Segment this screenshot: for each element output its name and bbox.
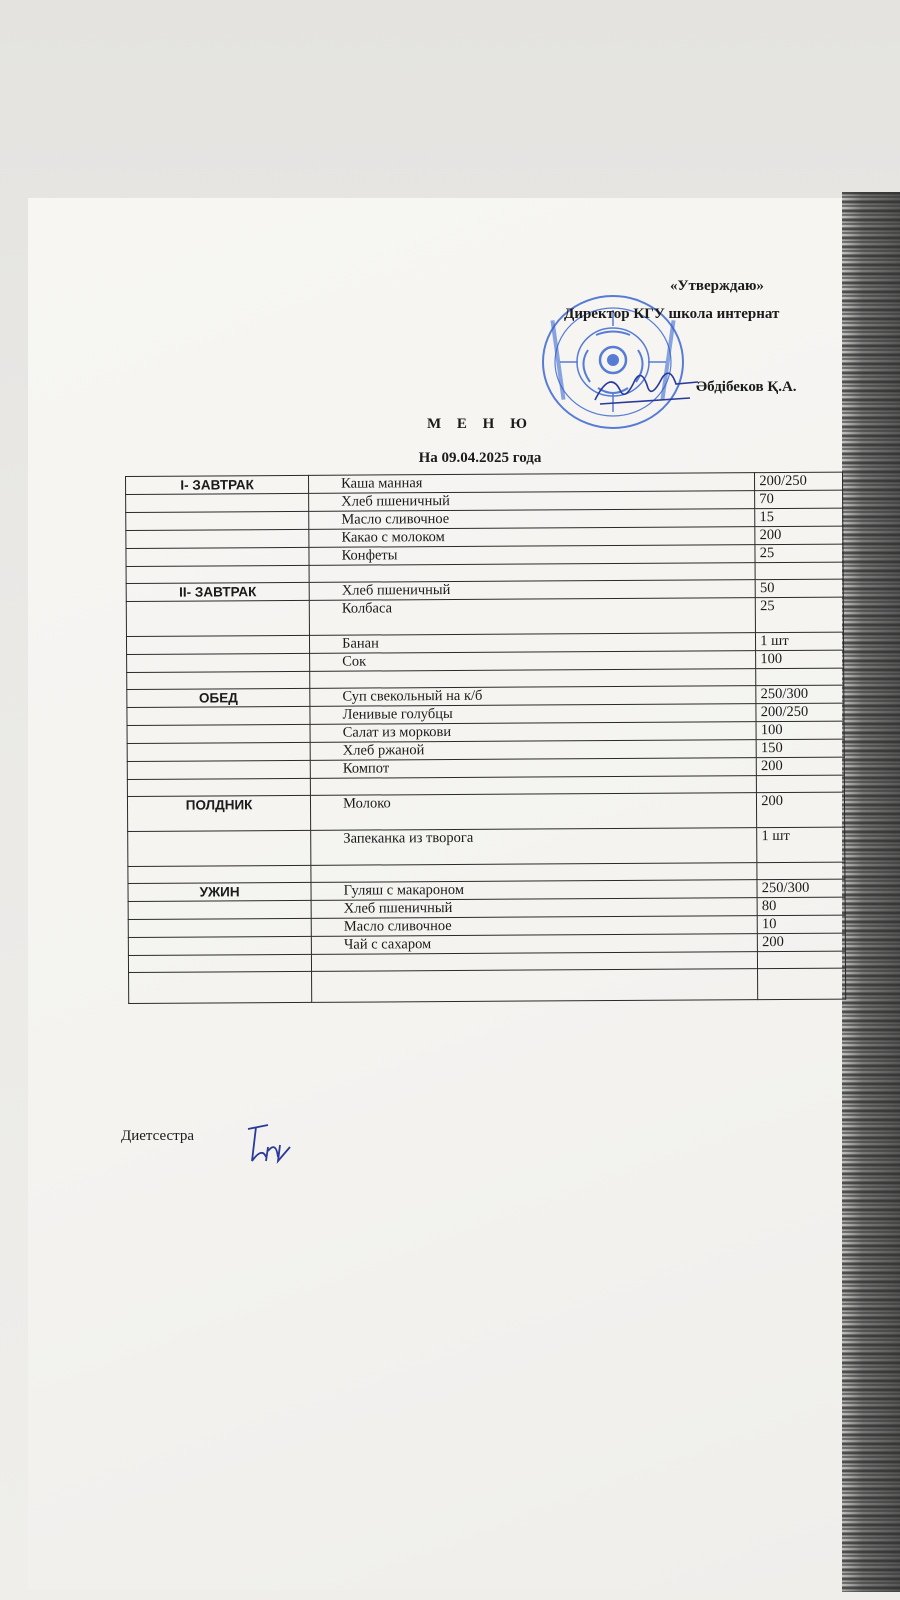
qty-cell: 200/250 <box>756 703 844 722</box>
menu-row <box>127 792 844 831</box>
menu-table <box>125 472 846 1004</box>
dish-cell: Суп свекольный на к/б <box>310 686 756 707</box>
dish-cell: Хлеб ржаной <box>310 740 756 761</box>
qty-cell: 50 <box>755 579 843 598</box>
meal-cell <box>127 724 310 743</box>
meal-cell <box>127 671 310 689</box>
meal-cell <box>127 742 310 761</box>
qty-cell <box>757 862 845 880</box>
qty-cell: 200/250 <box>755 472 843 491</box>
dish-cell: Чай с сахаром <box>311 934 757 955</box>
menu-date: На 09.04.2025 года <box>418 450 542 466</box>
dish-cell: Хлеб пшеничный <box>309 491 755 512</box>
meal-cell <box>128 900 311 919</box>
qty-cell: 200 <box>758 933 846 952</box>
qty-cell <box>755 562 843 580</box>
menu-row <box>126 597 843 636</box>
meal-cell <box>127 653 310 672</box>
qty-cell: 250/300 <box>756 685 844 704</box>
meal-cell <box>126 635 309 654</box>
dish-cell: Сок <box>310 651 756 672</box>
meal-cell <box>126 529 309 548</box>
dish-cell: Компот <box>310 758 756 779</box>
dish-cell: Запеканка из творога <box>311 828 757 866</box>
dish-cell: Банан <box>310 633 756 654</box>
meal-cell <box>127 760 310 779</box>
meal-cell: ПОЛДНИК <box>127 795 310 831</box>
qty-cell <box>757 775 845 793</box>
qty-cell: 10 <box>757 915 845 934</box>
dish-cell: Хлеб пшеничный <box>311 898 757 919</box>
meal-cell <box>126 565 309 583</box>
qty-cell: 80 <box>757 897 845 916</box>
meal-cell: II- ЗАВТРАК <box>126 582 309 601</box>
meal-cell: УЖИН <box>128 882 311 901</box>
dish-cell: Масло сливочное <box>309 509 755 530</box>
dietitian-label: Диетсестра <box>121 1128 195 1144</box>
dish-cell: Гуляш с макароном <box>311 880 757 901</box>
director-name: Әбдібеков Қ.А. <box>696 379 797 395</box>
meal-cell: I- ЗАВТРАК <box>126 475 309 494</box>
qty-cell: 25 <box>756 597 844 633</box>
meal-cell <box>128 936 311 955</box>
scanner-edge-artifact <box>842 192 900 1592</box>
dish-cell: Каша манная <box>309 473 755 494</box>
menu-row <box>129 968 846 1003</box>
meal-cell <box>129 971 312 1003</box>
director-signature <box>590 360 700 410</box>
menu-row <box>128 827 845 866</box>
meal-cell <box>126 547 309 566</box>
meal-cell <box>128 918 311 937</box>
meal-cell <box>127 778 310 796</box>
dish-cell <box>312 969 758 1003</box>
qty-cell: 100 <box>756 721 844 740</box>
qty-cell: 200 <box>756 757 844 776</box>
director-position: Директор КГУ школа интернат <box>564 306 780 322</box>
meal-cell <box>126 600 309 636</box>
qty-cell: 200 <box>755 526 843 545</box>
meal-cell <box>128 830 311 866</box>
dish-cell: Какао с молоком <box>309 527 755 548</box>
qty-cell <box>756 668 844 686</box>
qty-cell: 25 <box>755 544 843 563</box>
qty-cell <box>758 951 846 969</box>
approved-label: «Утверждаю» <box>670 278 764 294</box>
dietitian-signature <box>242 1117 294 1167</box>
dish-cell: Масло сливочное <box>311 916 757 937</box>
meal-cell <box>126 511 309 530</box>
dish-cell: Конфеты <box>309 545 755 566</box>
meal-cell <box>126 493 309 512</box>
qty-cell: 150 <box>756 739 844 758</box>
qty-cell: 70 <box>755 490 843 509</box>
dish-cell: Молоко <box>311 793 757 831</box>
dish-cell: Салат из моркови <box>310 722 756 743</box>
qty-cell: 1 шт <box>756 632 844 651</box>
dish-cell: Колбаса <box>309 598 755 636</box>
qty-cell: 250/300 <box>757 879 845 898</box>
menu-title: М Е Н Ю <box>427 416 533 432</box>
meal-cell <box>128 954 311 972</box>
qty-cell: 200 <box>757 792 845 828</box>
dish-cell: Ленивые голубцы <box>310 704 756 725</box>
qty-cell <box>758 968 846 1000</box>
qty-cell: 1 шт <box>757 827 845 863</box>
qty-cell: 100 <box>756 650 844 669</box>
qty-cell: 15 <box>755 508 843 527</box>
dish-cell: Хлеб пшеничный <box>309 580 755 601</box>
meal-cell <box>128 865 311 883</box>
meal-cell <box>127 706 310 725</box>
meal-cell: ОБЕД <box>127 688 310 707</box>
